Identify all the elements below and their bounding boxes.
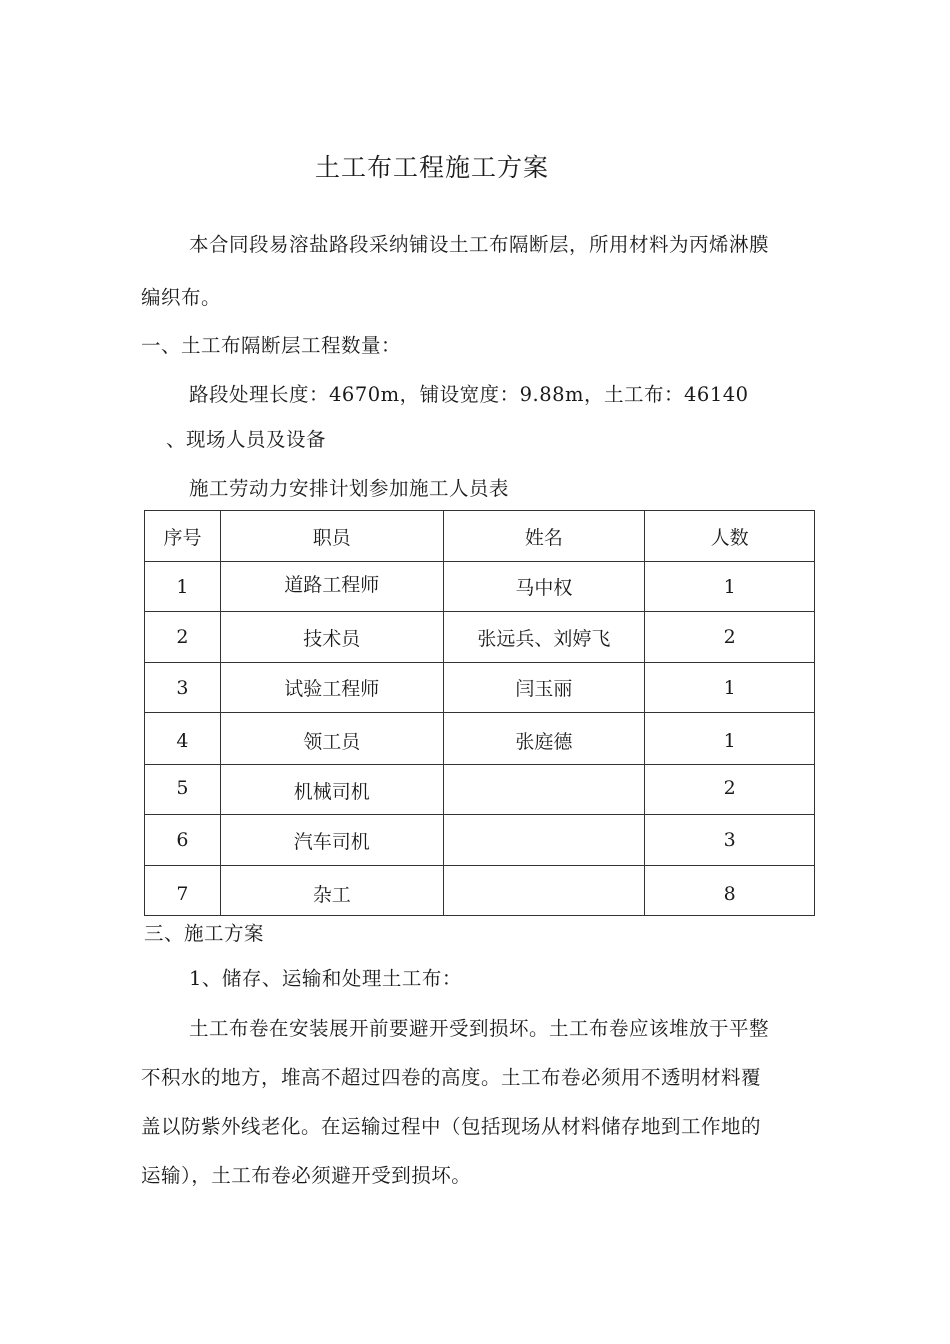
section-1-heading: 一、土工布隔断层工程数量： [141,334,402,357]
cell-position: 汽车司机 [220,815,443,866]
table-caption: 施工劳动力安排计划参加施工人员表 [189,477,510,500]
cell-index: 2 [145,612,221,663]
cell-name: 马中权 [443,562,645,612]
cell-position: 领工员 [220,713,443,765]
cell-count: 1 [645,663,815,713]
cell-name: 张远兵、刘婷飞 [443,612,645,663]
header-cell-count: 人数 [645,511,815,562]
section-2-heading: 、现场人员及设备 [166,428,327,451]
cell-position: 机械司机 [220,765,443,815]
document-title: 土工布工程施工方案 [315,153,550,182]
cell-count: 2 [645,765,815,815]
table-row [145,663,815,713]
cell-position: 道路工程师 [220,562,443,612]
cell-index: 7 [145,866,221,916]
cell-index: 5 [145,765,221,815]
table-header-row [145,511,815,562]
cell-index: 1 [145,562,221,612]
table-row [145,765,815,815]
section-3-subheading: 1、储存、运输和处理土工布： [189,967,462,990]
cell-position: 杂工 [220,866,443,916]
table-row [145,562,815,612]
cell-name [443,815,645,866]
cell-name [443,765,645,815]
staff-table [144,510,815,916]
paragraph-line-1: 土工布卷在安装展开前要避开受到损坏。土工布卷应该堆放于平整 [189,1017,770,1040]
section-3-heading: 三、施工方案 [144,922,265,945]
cell-index: 6 [145,815,221,866]
paragraph-line-4: 运输），土工布卷必须避开受到损坏。 [141,1164,472,1187]
header-cell-index: 序号 [145,511,221,562]
intro-line-1: 本合同段易溶盐路段采纳铺设土工布隔断层，所用材料为丙烯淋膜 [189,233,770,256]
cell-index: 3 [145,663,221,713]
cell-name: 闫玉丽 [443,663,645,713]
table-row [145,612,815,663]
intro-line-2: 编织布。 [141,286,222,309]
cell-position: 试验工程师 [220,663,443,713]
cell-position: 技术员 [220,612,443,663]
table-row [145,866,815,916]
cell-name: 张庭德 [443,713,645,765]
cell-name [443,866,645,916]
cell-count: 1 [645,713,815,765]
header-cell-position: 职员 [220,511,443,562]
table-row [145,815,815,866]
cell-index: 4 [145,713,221,765]
cell-count: 3 [645,815,815,866]
table-row [145,713,815,765]
cell-count: 2 [645,612,815,663]
paragraph-line-2: 不积水的地方，堆高不超过四卷的高度。土工布卷必须用不透明材料覆 [141,1066,762,1089]
cell-count: 8 [645,866,815,916]
paragraph-line-3: 盖以防紫外线老化。在运输过程中（包括现场从材料储存地到工作地的 [141,1115,762,1138]
header-cell-name: 姓名 [443,511,645,562]
cell-count: 1 [645,562,815,612]
quantity-line: 路段处理长度：4670m，铺设宽度：9.88m，土工布：46140 [189,383,749,406]
